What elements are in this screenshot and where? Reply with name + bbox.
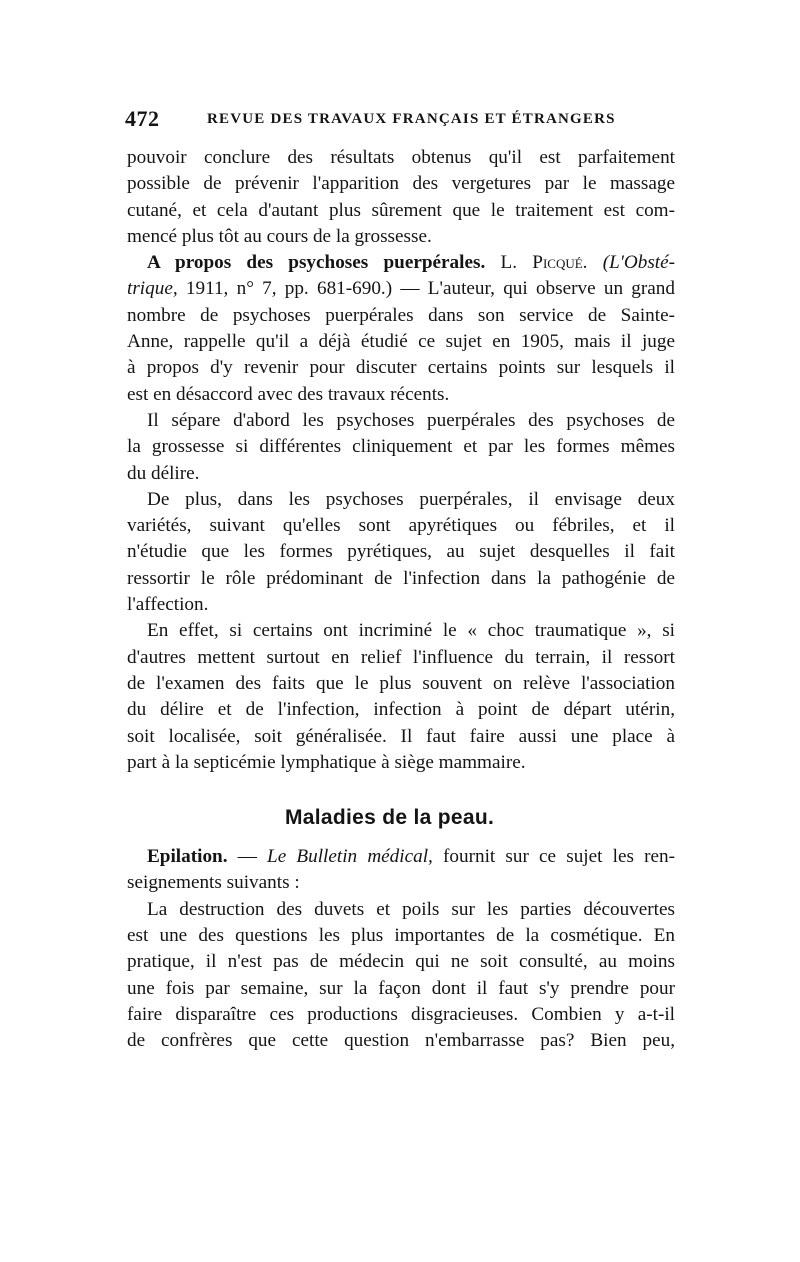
article-heading-line [127, 250, 675, 276]
text-line: possible de prévenir l'apparition des vergetures par le massage [127, 173, 675, 195]
section-heading: Maladies de la peau. [285, 806, 495, 830]
article-heading-line [127, 844, 675, 870]
source-title-cont: trique, [127, 278, 178, 300]
article-title: A propos des psychoses puerpérales. [147, 252, 486, 274]
citation-text: 1911, n° 7, pp. 681-690.) — L'auteur, qui observe un grand [185, 278, 675, 300]
text-line: ressortir le rôle prédominant de l'infection dans la pathogénie de [127, 567, 675, 589]
text-line: faire disparaître ces productions disgracieuses. Combien y a-t-il [127, 1003, 675, 1025]
citation-text: fournit sur ce sujet les ren- [443, 846, 676, 868]
text-line: Il sépare d'abord les psychoses puerpérales des psychoses de [147, 409, 675, 431]
text-line: pratique, il n'est pas de médecin qui ne soit consulté, au moins [127, 951, 675, 973]
text-line: est en désaccord avec des travaux récents. [127, 383, 450, 405]
source-title: Le Bulletin médical, [267, 846, 433, 868]
text-line: de confrères que cette question n'embarrasse pas? Bien peu, [127, 1030, 675, 1052]
text-line: seignements suivants : [127, 872, 300, 894]
section-spacer [127, 776, 675, 798]
page-number: 472 [125, 106, 160, 131]
em-dash: — [237, 846, 257, 868]
source-title: (L'Obsté- [602, 252, 676, 274]
journal-title: REVUE DES TRAVAUX FRANÇAIS ET ÉTRANGERS [207, 111, 616, 127]
text-line: d'autres mettent surtout en relief l'influence du terrain, il ressort [127, 646, 675, 668]
text-line: De plus, dans les psychoses puerpérales, il envisage deux [147, 488, 675, 510]
text-line: de l'examen des faits que le plus souvent on relève l'association [127, 672, 675, 694]
text-line: du délire et de l'infection, infection à point de départ utérin, [127, 699, 675, 721]
text-line: part à la septicémie lymphatique à siège mammaire. [127, 751, 526, 773]
text-line: soit localisée, soit généralisée. Il faut faire aussi une place à [127, 725, 675, 747]
text-line: à propos d'y revenir pour discuter certains points sur lesquels il [127, 357, 675, 379]
text-line: est une des questions les plus importantes de la cosmétique. En [127, 925, 675, 947]
text-line: l'affection. [127, 594, 209, 616]
text-line: En effet, si certains ont incriminé le « choc traumatique », si [147, 620, 675, 642]
citation-line [127, 276, 675, 302]
text-line: nombre de psychoses puerpérales dans son service de Sainte- [127, 304, 675, 326]
text-line: la grossesse si différentes cliniquement et par les formes mêmes [127, 436, 675, 458]
text-line: pouvoir conclure des résultats obtenus qu'il est parfaitement [127, 147, 675, 168]
running-header [125, 106, 685, 136]
text-line: Anne, rappelle qu'il a déjà étudié ce sujet en 1905, mais il juge [127, 331, 675, 353]
author-name: Picqué. [532, 252, 588, 274]
body-text [127, 145, 675, 1055]
text-line: cutané, et cela d'autant plus sûrement que le traitement est com- [127, 199, 675, 221]
text-line: une fois par semaine, sur la façon dont il faut s'y prendre pour [127, 977, 675, 999]
text-line: variétés, suivant qu'elles sont apyrétiques ou fébriles, et il [127, 515, 675, 537]
article-title: Epilation. [147, 846, 228, 868]
text-line: n'étudie que les formes pyrétiques, au sujet desquelles il fait [127, 541, 675, 563]
text-line: du délire. [127, 462, 200, 484]
author-initial: L. [500, 252, 518, 274]
text-line: mencé plus tôt au cours de la grossesse. [127, 225, 432, 247]
text-line: La destruction des duvets et poils sur les parties découvertes [147, 898, 675, 920]
